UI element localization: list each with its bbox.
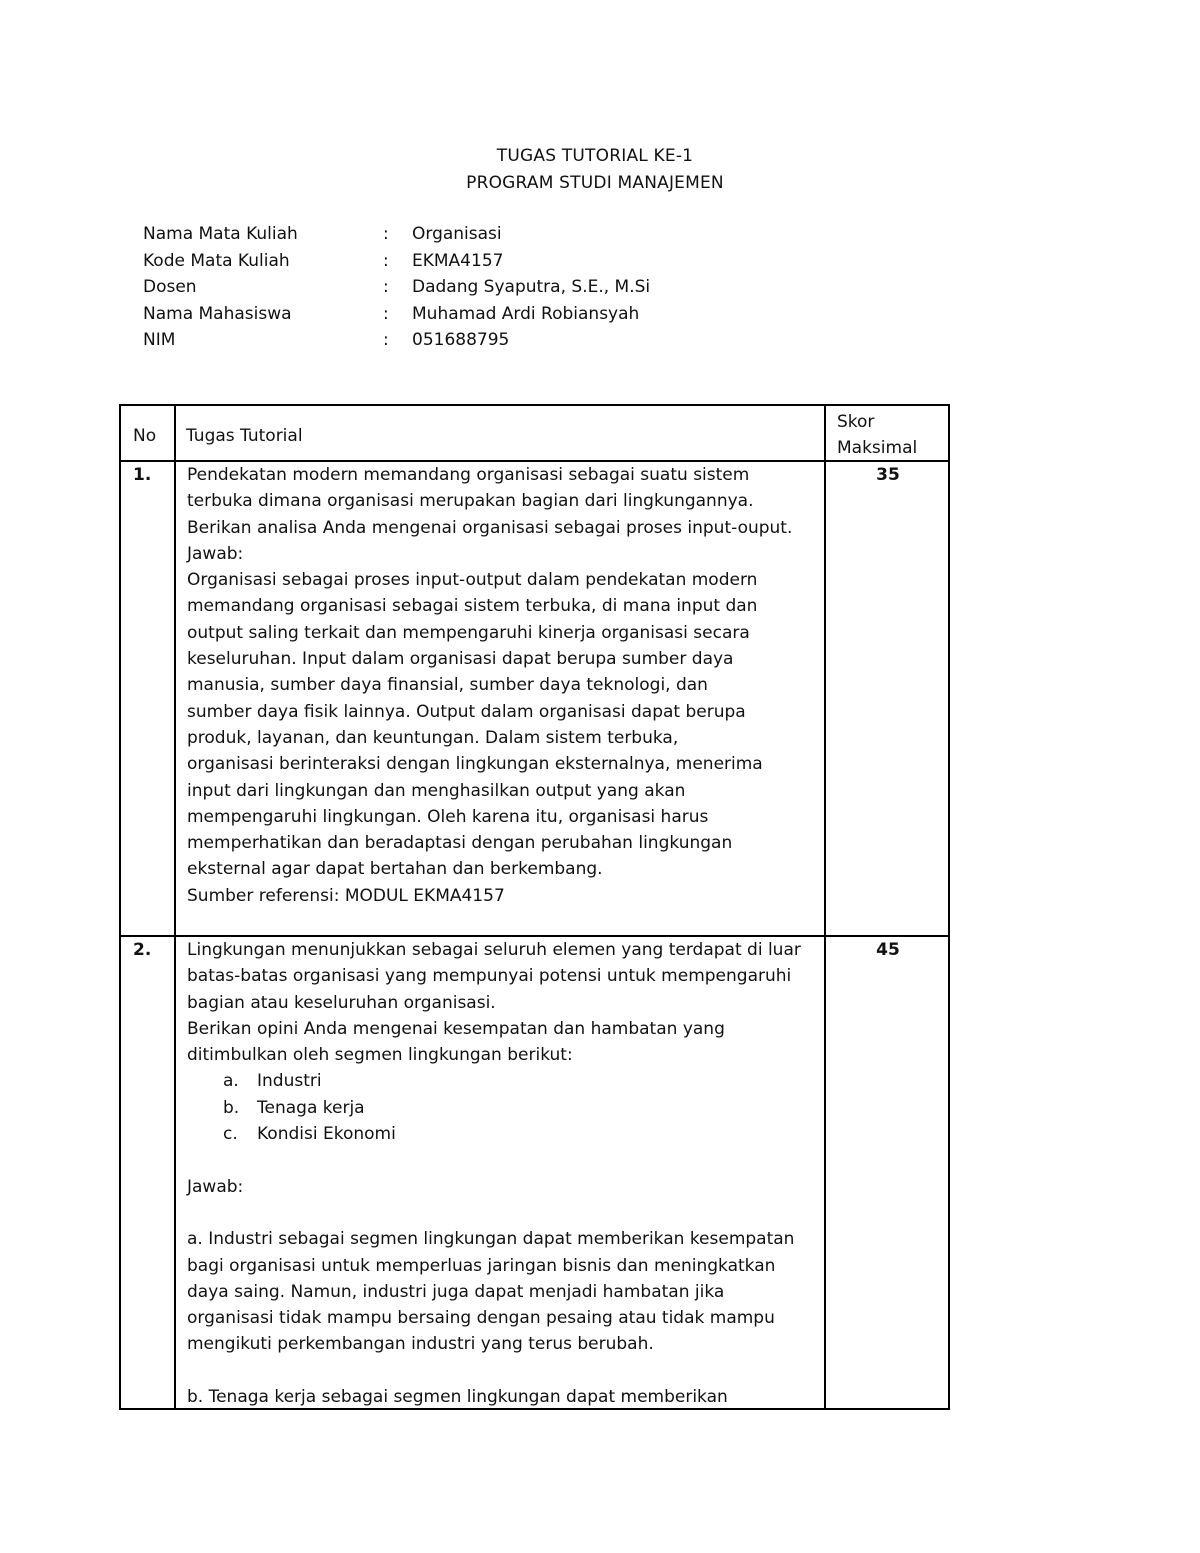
info-value: Dadang Syaputra, S.E., M.Si [412, 277, 651, 297]
blank-line [187, 1147, 827, 1173]
program-title: PROGRAM STUDI MANAJEMEN [466, 173, 724, 193]
text-line: Pendekatan modern memandang organisasi sebagai suatu sistem [187, 465, 750, 485]
text-line: memandang organisasi sebagai sistem terbuka, di mana input dan [187, 596, 758, 617]
row-content [187, 462, 827, 909]
text-line: Organisasi sebagai proses input-output dalam pendekatan modern [187, 570, 758, 591]
tutorial-table [119, 404, 950, 1410]
text-line: sumber daya fisik lainnya. Output dalam organisasi dapat berupa [187, 701, 746, 722]
text-line: a. Industri sebagai segmen lingkungan dapat memberikan kesempatan [187, 1229, 795, 1250]
list-letter: c. [223, 1124, 238, 1145]
info-value: Organisasi [412, 224, 502, 244]
info-colon: : [383, 303, 389, 324]
list-item [187, 1068, 827, 1094]
header-score-line: Maksimal [837, 438, 918, 458]
document-title: TUGAS TUTORIAL KE-1 [496, 146, 694, 166]
text-line: batas-batas organisasi yang mempunyai potensi untuk mempengaruhi [187, 966, 792, 987]
text-line: Berikan opini Anda mengenai kesempatan dan hambatan yang [187, 1018, 725, 1039]
text-line: bagian atau keseluruhan organisasi. [187, 992, 496, 1013]
info-label: Dosen [143, 277, 197, 297]
info-label: Nama Mata Kuliah [143, 224, 298, 244]
answer-label: Jawab: [187, 1176, 244, 1197]
info-label: Nama Mahasiswa [143, 303, 292, 324]
blank-line [187, 1358, 827, 1384]
text-line: ditimbulkan oleh segmen lingkungan berikut: [187, 1045, 573, 1066]
info-row-student-id [143, 330, 743, 357]
info-colon: : [383, 277, 389, 297]
text-line: b. Tenaga kerja sebagai segmen lingkungan dapat memberikan [187, 1387, 728, 1408]
list-text: Kondisi Ekonomi [257, 1124, 396, 1145]
info-row-student-name [143, 304, 743, 331]
info-value: 051688795 [412, 330, 510, 350]
text-line: bagi organisasi untuk memperluas jaringan bisnis dan meningkatkan [187, 1255, 776, 1276]
text-line: organisasi tidak mampu bersaing dengan pesaing atau tidak mampu [187, 1308, 775, 1329]
text-line: Jawab: [187, 543, 244, 564]
info-row-course-code [143, 251, 743, 278]
info-row-course-name [143, 224, 743, 251]
info-colon: : [383, 250, 389, 271]
text-line: keseluruhan. Input dalam organisasi dapat berupa sumber daya [187, 649, 734, 670]
text-line: input dari lingkungan dan menghasilkan output yang akan [187, 780, 686, 801]
header-score [837, 409, 917, 461]
row-number: 2. [133, 940, 152, 960]
info-value: EKMA4157 [412, 250, 504, 271]
row-content [187, 937, 827, 1410]
text-line: Lingkungan menunjukkan sebagai seluruh elemen yang terdapat di luar [187, 940, 801, 960]
list-item [187, 1121, 827, 1147]
text-line: output saling terkait dan mempengaruhi kinerja organisasi secara [187, 622, 750, 643]
row-score: 35 [876, 465, 900, 485]
text-line: mengikuti perkembangan industri yang terus berubah. [187, 1334, 654, 1355]
info-row-lecturer [143, 277, 743, 304]
text-line: manusia, sumber daya finansial, sumber daya teknologi, dan [187, 675, 708, 696]
list-text: Tenaga kerja [257, 1097, 365, 1118]
info-colon: : [383, 224, 389, 244]
text-line: produk, layanan, dan keuntungan. Dalam sistem terbuka, [187, 727, 679, 748]
info-colon: : [383, 330, 389, 350]
header-score-line: Skor [837, 412, 875, 432]
header-no: No [133, 426, 157, 446]
text-line: terbuka dimana organisasi merupakan bagian dari lingkungannya. [187, 491, 754, 512]
info-label: Kode Mata Kuliah [143, 250, 290, 271]
list-letter: a. [223, 1071, 239, 1092]
text-line: daya saing. Namun, industri juga dapat menjadi hambatan jika [187, 1281, 725, 1302]
info-label: NIM [143, 330, 176, 350]
list-item [187, 1095, 827, 1121]
text-line: eksternal agar dapat bertahan dan berkembang. [187, 859, 603, 880]
text-line: mempengaruhi lingkungan. Oleh karena itu, organisasi harus [187, 806, 709, 827]
text-line: memperhatikan dan beradaptasi dengan perubahan lingkungan [187, 833, 733, 854]
text-line: Berikan analisa Anda mengenai organisasi sebagai proses input-ouput. [187, 517, 793, 538]
text-line: organisasi berinteraksi dengan lingkungan eksternalnya, menerima [187, 754, 763, 775]
blank-line [187, 1200, 827, 1226]
list-letter: b. [223, 1097, 240, 1118]
column-divider [174, 406, 176, 1408]
course-info [143, 224, 743, 357]
info-value: Muhamad Ardi Robiansyah [412, 303, 640, 324]
row-number: 1. [133, 465, 152, 485]
header-task: Tugas Tutorial [186, 426, 303, 446]
text-line: Sumber referensi: MODUL EKMA4157 [187, 885, 505, 906]
list-text: Industri [257, 1071, 322, 1092]
row-score: 45 [876, 940, 900, 960]
